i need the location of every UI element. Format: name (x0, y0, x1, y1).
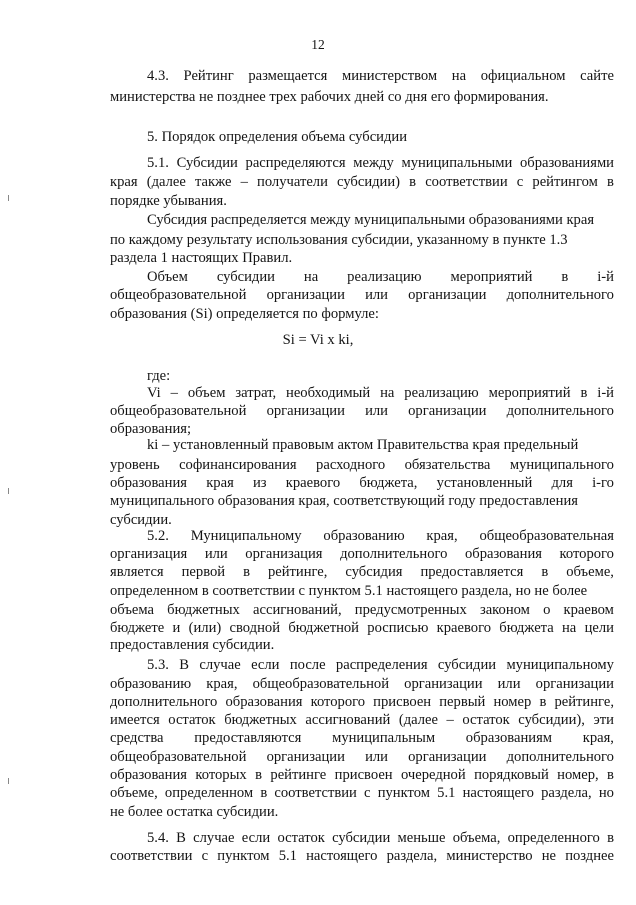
text-line: образования; (110, 421, 192, 437)
formula (0, 332, 636, 349)
text-line: Объем субсидии на реализацию мероприятий в i-й (147, 269, 614, 285)
text-line: образованию края, общеобразовательной организации или организации (110, 676, 614, 692)
text-line: бюджете и (или) сводной бюджетной росписью краевого бюджета на цели (110, 620, 614, 636)
text-line: является первой в рейтинге, субсидия предоставляется в объеме, (110, 564, 614, 580)
text-line: уровень софинансирования расходного обязательства муниципального (110, 457, 614, 473)
text-line: имеется остаток бюджетных ассигнований (далее – остаток субсидии), эти (110, 712, 614, 728)
text-line: 5. Порядок определения объема субсидии (147, 129, 408, 145)
scan-margin-mark (8, 778, 9, 784)
scan-margin-mark (8, 195, 9, 201)
text-line: средства предоставляются муниципальным образованиям края, (110, 730, 614, 746)
text-line: 4.3. Рейтинг размещается министерством на официальном сайте (147, 68, 614, 84)
text-line: общеобразовательной организации или организации дополнительного (110, 749, 614, 765)
text-line: муниципального образования края, соответствующий году предоставления (110, 493, 578, 509)
text-line: образования которых в рейтинге присвоен очередной порядковый номер, в (110, 767, 614, 783)
text-line: объема бюджетных ассигнований, предусмотренных законом о краевом (110, 602, 614, 618)
text-line: министерства не позднее трех рабочих дней со дня его формирования. (110, 89, 549, 105)
text-line: дополнительного образования которого присвоен первый номер в рейтинге, (110, 694, 614, 710)
text-line: общеобразовательной организации или организации дополнительного (110, 287, 614, 303)
text-line: 5.1. Субсидии распределяются между муниципальными образованиями (147, 155, 614, 171)
text-line: Субсидия распределяется между муниципальными образованиями края (147, 212, 595, 228)
text-line: по каждому результату использования субсидии, указанному в пункте 1.3 (110, 232, 568, 248)
page-number: 12 (311, 37, 325, 52)
text-line: общеобразовательной организации или организации дополнительного (110, 403, 614, 419)
text-line: 5.3. В случае если после распределения субсидии муниципальному (147, 657, 614, 673)
text-line: определенном в соответствии с пунктом 5.1 настоящего раздела, но не более (110, 583, 588, 599)
text-line: образования (Si) определяется по формуле: (110, 306, 379, 322)
formula-text: Si = Vi x ki, (282, 332, 354, 348)
text-line: 5.4. В случае если остаток субсидии меньше объема, определенного в (147, 830, 614, 846)
text-line: 5.2. Муниципальному образованию края, общеобразовательная (147, 528, 614, 544)
text-line: предоставления субсидии. (110, 637, 275, 653)
text-line: ki – установленный правовым актом Правительства края предельный (147, 437, 579, 453)
text-line: не более остатка субсидии. (110, 804, 279, 820)
text-line: объеме, определенном в соответствии с пунктом 5.1 настоящего раздела, но (110, 785, 614, 801)
text-line: соответствии с пунктом 5.1 настоящего раздела, министерство не позднее (110, 848, 614, 864)
text-line: порядке убывания. (110, 193, 227, 209)
text-line: раздела 1 настоящих Правил. (110, 250, 293, 266)
text-line: субсидии. (110, 512, 172, 528)
text-line: образования края из краевого бюджета, установленный для i-го (110, 475, 614, 491)
text-line: где: (147, 368, 171, 384)
scan-margin-mark (8, 488, 9, 494)
text-line: Vi – объем затрат, необходимый на реализацию мероприятий в i-й (147, 385, 614, 401)
text-line: края (далее также – получатели субсидии) в соответствии с рейтингом в (110, 174, 614, 190)
text-line: организация или организация дополнительного образования которого (110, 546, 614, 562)
